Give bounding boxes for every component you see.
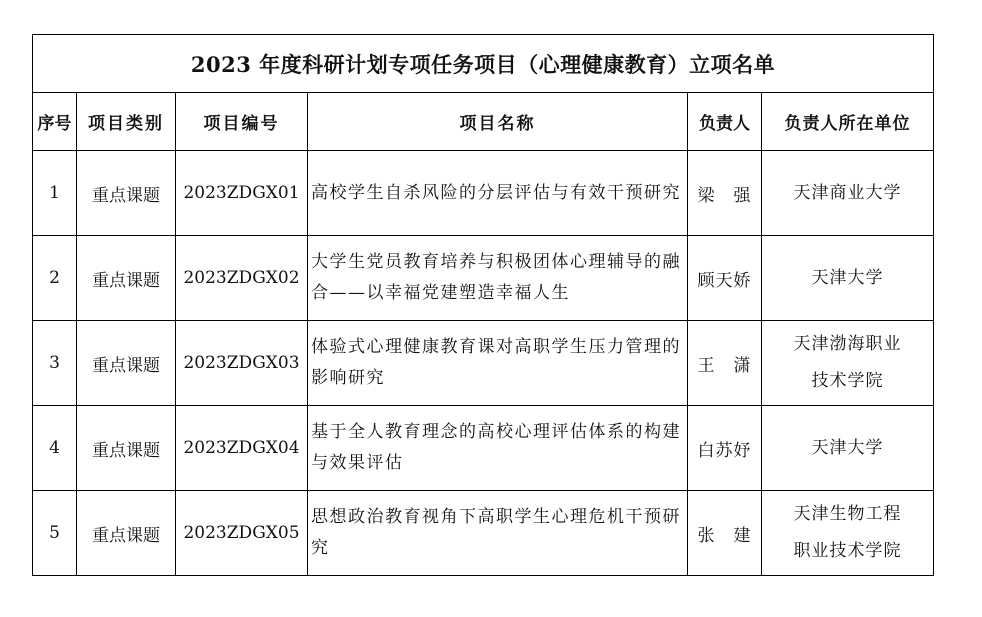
row-category: 重点课题 (77, 236, 176, 321)
unit-line: 职业技术学院 (793, 541, 902, 561)
row-person: 梁 强 (688, 151, 762, 236)
row-person: 张 建 (688, 491, 762, 576)
row-code: 2023ZDGX03 (176, 321, 308, 406)
row-unit (762, 321, 934, 406)
row-unit (762, 491, 934, 576)
header-code: 项目编号 (176, 93, 308, 151)
header-name: 项目名称 (308, 93, 688, 151)
unit-line: 天津生物工程 (793, 504, 902, 524)
row-unit (762, 236, 934, 321)
table-row (33, 321, 934, 406)
row-seq: 2 (33, 236, 77, 321)
table-row (33, 151, 934, 236)
table-row (33, 236, 934, 321)
row-project-name: 基于全人教育理念的高校心理评估体系的构建与效果评估 (308, 406, 688, 491)
unit-line: 天津大学 (811, 437, 884, 458)
row-project-name: 大学生党员教育培养与积极团体心理辅导的融合——以幸福党建塑造幸福人生 (308, 236, 688, 321)
row-project-name: 思想政治教育视角下高职学生心理危机干预研究 (308, 491, 688, 576)
row-code: 2023ZDGX01 (176, 151, 308, 236)
unit-line: 技术学院 (811, 371, 884, 391)
unit-line: 天津大学 (811, 267, 884, 288)
row-person: 王 潇 (688, 321, 762, 406)
header-category: 项目类别 (77, 93, 176, 151)
row-seq: 4 (33, 406, 77, 491)
row-project-name: 高校学生自杀风险的分层评估与有效干预研究 (308, 151, 688, 236)
unit-line: 天津渤海职业 (793, 334, 902, 354)
header-person: 负责人 (688, 93, 762, 151)
row-code: 2023ZDGX04 (176, 406, 308, 491)
row-category: 重点课题 (77, 491, 176, 576)
row-category: 重点课题 (77, 321, 176, 406)
row-person: 顾天娇 (688, 236, 762, 321)
row-code: 2023ZDGX02 (176, 236, 308, 321)
row-seq: 3 (33, 321, 77, 406)
header-unit: 负责人所在单位 (762, 93, 934, 151)
row-seq: 5 (33, 491, 77, 576)
project-list-table (32, 34, 934, 576)
row-seq: 1 (33, 151, 77, 236)
document-title: 2023 年度科研计划专项任务项目（心理健康教育）立项名单 (33, 35, 934, 93)
row-category: 重点课题 (77, 406, 176, 491)
row-category: 重点课题 (77, 151, 176, 236)
unit-line: 天津商业大学 (793, 182, 902, 203)
row-project-name: 体验式心理健康教育课对高职学生压力管理的影响研究 (308, 321, 688, 406)
row-unit (762, 151, 934, 236)
header-row (33, 93, 934, 151)
table-row (33, 406, 934, 491)
table-row (33, 491, 934, 576)
row-person: 白苏妤 (688, 406, 762, 491)
header-seq: 序号 (33, 93, 77, 151)
row-code: 2023ZDGX05 (176, 491, 308, 576)
row-unit (762, 406, 934, 491)
